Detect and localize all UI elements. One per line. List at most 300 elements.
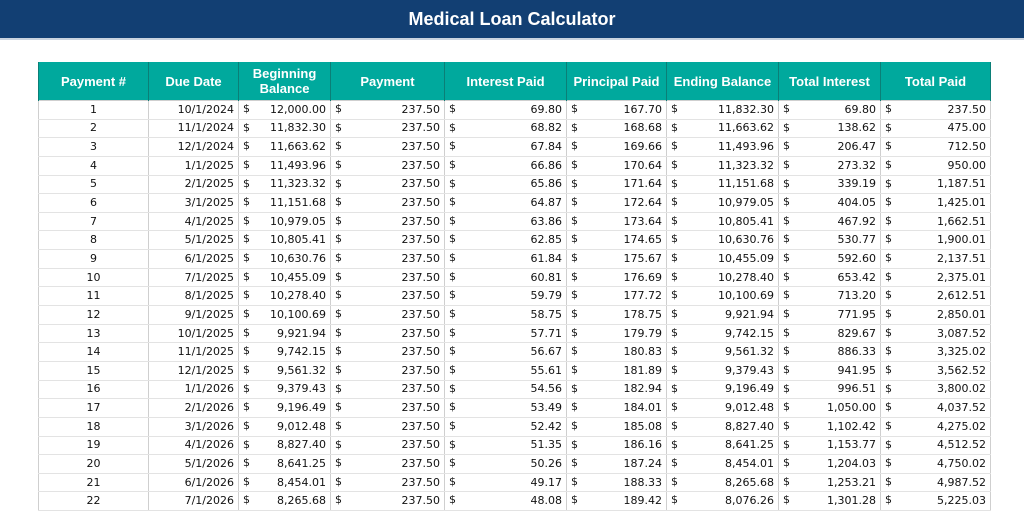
currency-symbol: $ [243,493,250,507]
cell-interest-paid[interactable] [445,250,567,269]
cell-payment-number[interactable]: 22 [39,492,149,511]
currency-symbol: $ [671,251,678,265]
cell-value: 237.50 [401,456,440,470]
cell-due-date[interactable]: 10/1/2024 [149,101,239,120]
cell-value: 10,630.76 [718,233,774,247]
cell-due-date[interactable]: 3/1/2026 [149,417,239,436]
currency-symbol: $ [783,288,790,302]
cell-beginning-balance[interactable] [239,119,331,138]
cell-ending-balance[interactable] [667,436,779,455]
cell-payment[interactable] [331,287,445,306]
cell-value: 8,076.26 [725,494,774,508]
currency-symbol: $ [783,307,790,321]
header-row [39,62,991,101]
table-body [39,101,991,511]
cell-value: 8,265.68 [725,475,774,489]
cell-payment[interactable] [331,250,445,269]
cell-principal-paid[interactable] [567,287,667,306]
column-header-principal-paid[interactable]: Principal Paid [567,62,667,101]
currency-symbol: $ [449,157,456,171]
cell-value: 8,641.25 [277,456,326,470]
cell-value: 713.20 [837,289,876,303]
cell-principal-paid[interactable] [567,212,667,231]
cell-payment[interactable] [331,473,445,492]
cell-value: 475.00 [947,121,986,135]
currency-symbol: $ [671,493,678,507]
cell-payment-number[interactable]: 12 [39,306,149,325]
cell-due-date[interactable]: 3/1/2025 [149,194,239,213]
cell-value: 1,301.28 [827,494,876,508]
table-row [39,436,991,455]
cell-total-interest[interactable] [779,212,881,231]
column-header-ending-balance[interactable]: Ending Balance [667,62,779,101]
cell-principal-paid[interactable] [567,436,667,455]
cell-payment[interactable] [331,119,445,138]
currency-symbol: $ [243,456,250,470]
cell-principal-paid[interactable] [567,455,667,474]
cell-interest-paid[interactable] [445,194,567,213]
cell-total-paid[interactable] [881,194,991,213]
cell-value: 1,253.21 [827,475,876,489]
cell-ending-balance[interactable] [667,101,779,120]
cell-interest-paid[interactable] [445,212,567,231]
cell-value: 237.50 [401,326,440,340]
cell-value: 66.86 [530,158,562,172]
cell-interest-paid[interactable] [445,399,567,418]
cell-principal-paid[interactable] [567,492,667,511]
cell-interest-paid[interactable] [445,287,567,306]
cell-payment-number[interactable]: 20 [39,455,149,474]
cell-principal-paid[interactable] [567,306,667,325]
cell-principal-paid[interactable] [567,250,667,269]
cell-total-paid[interactable] [881,119,991,138]
cell-beginning-balance[interactable] [239,306,331,325]
cell-total-interest[interactable] [779,250,881,269]
currency-symbol: $ [783,139,790,153]
cell-due-date[interactable]: 10/1/2025 [149,324,239,343]
cell-beginning-balance[interactable] [239,138,331,157]
cell-payment[interactable] [331,194,445,213]
cell-value: 9,012.48 [725,401,774,415]
currency-symbol: $ [335,120,342,134]
cell-total-interest[interactable] [779,306,881,325]
cell-ending-balance[interactable] [667,156,779,175]
currency-symbol: $ [885,493,892,507]
cell-payment-number[interactable]: 10 [39,268,149,287]
cell-value: 2,375.01 [937,270,986,284]
cell-value: 1,102.42 [827,419,876,433]
column-header-interest-paid[interactable]: Interest Paid [445,62,567,101]
cell-beginning-balance[interactable] [239,343,331,362]
cell-ending-balance[interactable] [667,212,779,231]
cell-value: 8,827.40 [277,438,326,452]
cell-ending-balance[interactable] [667,268,779,287]
cell-value: 11,832.30 [270,121,326,135]
cell-total-paid[interactable] [881,306,991,325]
cell-ending-balance[interactable] [667,343,779,362]
cell-total-paid[interactable] [881,287,991,306]
cell-payment-number[interactable]: 2 [39,119,149,138]
cell-ending-balance[interactable] [667,194,779,213]
cell-value: 237.50 [401,270,440,284]
cell-principal-paid[interactable] [567,399,667,418]
cell-beginning-balance[interactable] [239,455,331,474]
cell-total-paid[interactable] [881,138,991,157]
currency-symbol: $ [671,437,678,451]
cell-principal-paid[interactable] [567,473,667,492]
cell-total-paid[interactable] [881,361,991,380]
cell-due-date[interactable]: 9/1/2025 [149,306,239,325]
cell-principal-paid[interactable] [567,361,667,380]
cell-value: 69.80 [844,102,876,116]
cell-due-date[interactable]: 11/1/2025 [149,343,239,362]
currency-symbol: $ [885,437,892,451]
cell-interest-paid[interactable] [445,492,567,511]
cell-ending-balance[interactable] [667,417,779,436]
cell-payment[interactable] [331,268,445,287]
cell-due-date[interactable]: 1/1/2026 [149,380,239,399]
cell-payment-number[interactable]: 15 [39,361,149,380]
cell-payment-number[interactable]: 17 [39,399,149,418]
currency-symbol: $ [335,400,342,414]
cell-payment-number[interactable]: 8 [39,231,149,250]
cell-payment[interactable] [331,492,445,511]
currency-symbol: $ [885,288,892,302]
cell-due-date[interactable]: 7/1/2025 [149,268,239,287]
cell-due-date[interactable]: 2/1/2025 [149,175,239,194]
cell-total-interest[interactable] [779,380,881,399]
cell-value: 10,979.05 [718,196,774,210]
cell-total-paid[interactable] [881,324,991,343]
cell-ending-balance[interactable] [667,175,779,194]
cell-payment-number[interactable]: 4 [39,156,149,175]
cell-due-date[interactable]: 7/1/2026 [149,492,239,511]
amortization-table [38,62,991,511]
cell-total-interest[interactable] [779,268,881,287]
cell-payment[interactable] [331,324,445,343]
cell-total-interest[interactable] [779,436,881,455]
cell-total-paid[interactable] [881,455,991,474]
cell-value: 1,900.01 [937,233,986,247]
cell-value: 4,512.52 [937,438,986,452]
cell-total-paid[interactable] [881,343,991,362]
cell-total-interest[interactable] [779,138,881,157]
column-header-payment-number[interactable]: Payment # [39,62,149,101]
cell-beginning-balance[interactable] [239,268,331,287]
cell-ending-balance[interactable] [667,361,779,380]
cell-total-interest[interactable] [779,194,881,213]
cell-ending-balance[interactable] [667,324,779,343]
column-header-payment[interactable]: Payment [331,62,445,101]
cell-payment-number[interactable]: 5 [39,175,149,194]
cell-value: 8,827.40 [725,419,774,433]
cell-total-interest[interactable] [779,361,881,380]
currency-symbol: $ [783,493,790,507]
cell-total-paid[interactable] [881,156,991,175]
cell-total-interest[interactable] [779,101,881,120]
cell-beginning-balance[interactable] [239,101,331,120]
cell-total-interest[interactable] [779,343,881,362]
currency-symbol: $ [449,325,456,339]
cell-due-date[interactable]: 6/1/2026 [149,473,239,492]
cell-value: 11,493.96 [270,158,326,172]
cell-interest-paid[interactable] [445,361,567,380]
cell-value: 11,151.68 [718,177,774,191]
cell-due-date[interactable]: 4/1/2025 [149,212,239,231]
cell-beginning-balance[interactable] [239,231,331,250]
cell-total-interest[interactable] [779,473,881,492]
cell-payment-number[interactable]: 6 [39,194,149,213]
cell-principal-paid[interactable] [567,101,667,120]
cell-ending-balance[interactable] [667,231,779,250]
cell-value: 237.50 [401,102,440,116]
cell-total-interest[interactable] [779,231,881,250]
cell-beginning-balance[interactable] [239,399,331,418]
cell-payment[interactable] [331,417,445,436]
cell-beginning-balance[interactable] [239,212,331,231]
cell-principal-paid[interactable] [567,268,667,287]
cell-value: 53.49 [530,401,562,415]
cell-payment[interactable] [331,101,445,120]
cell-beginning-balance[interactable] [239,492,331,511]
cell-total-paid[interactable] [881,492,991,511]
cell-total-interest[interactable] [779,417,881,436]
cell-payment-number[interactable]: 16 [39,380,149,399]
cell-value: 886.33 [837,345,876,359]
cell-payment-number[interactable]: 3 [39,138,149,157]
column-header-due-date[interactable]: Due Date [149,62,239,101]
cell-payment[interactable] [331,156,445,175]
cell-value: 10,805.41 [270,233,326,247]
cell-value: 237.50 [401,363,440,377]
cell-beginning-balance[interactable] [239,473,331,492]
currency-symbol: $ [243,325,250,339]
cell-payment[interactable] [331,231,445,250]
cell-interest-paid[interactable] [445,306,567,325]
cell-value: 48.08 [530,494,562,508]
cell-principal-paid[interactable] [567,194,667,213]
cell-interest-paid[interactable] [445,175,567,194]
cell-total-paid[interactable] [881,268,991,287]
cell-total-interest[interactable] [779,287,881,306]
cell-total-paid[interactable] [881,175,991,194]
currency-symbol: $ [335,213,342,227]
cell-interest-paid[interactable] [445,156,567,175]
cell-beginning-balance[interactable] [239,156,331,175]
cell-interest-paid[interactable] [445,436,567,455]
cell-payment[interactable] [331,343,445,362]
cell-value: 11,151.68 [270,196,326,210]
cell-value: 186.16 [623,438,662,452]
currency-symbol: $ [243,288,250,302]
currency-symbol: $ [885,195,892,209]
cell-value: 177.72 [623,289,662,303]
cell-value: 3,562.52 [937,363,986,377]
cell-ending-balance[interactable] [667,250,779,269]
cell-beginning-balance[interactable] [239,361,331,380]
cell-payment-number[interactable]: 7 [39,212,149,231]
cell-principal-paid[interactable] [567,380,667,399]
cell-total-paid[interactable] [881,399,991,418]
column-header-total-interest[interactable]: Total Interest [779,62,881,101]
cell-ending-balance[interactable] [667,399,779,418]
cell-due-date[interactable]: 1/1/2025 [149,156,239,175]
currency-symbol: $ [783,232,790,246]
column-header-total-paid[interactable]: Total Paid [881,62,991,101]
cell-total-paid[interactable] [881,417,991,436]
cell-value: 173.64 [623,214,662,228]
cell-due-date[interactable]: 12/1/2025 [149,361,239,380]
cell-beginning-balance[interactable] [239,287,331,306]
cell-interest-paid[interactable] [445,231,567,250]
cell-payment[interactable] [331,361,445,380]
cell-total-interest[interactable] [779,175,881,194]
cell-beginning-balance[interactable] [239,324,331,343]
cell-ending-balance[interactable] [667,455,779,474]
currency-symbol: $ [571,307,578,321]
currency-symbol: $ [571,139,578,153]
cell-payment-number[interactable]: 13 [39,324,149,343]
cell-total-paid[interactable] [881,212,991,231]
cell-due-date[interactable]: 11/1/2024 [149,119,239,138]
cell-principal-paid[interactable] [567,324,667,343]
cell-value: 237.50 [401,419,440,433]
cell-interest-paid[interactable] [445,268,567,287]
cell-interest-paid[interactable] [445,343,567,362]
cell-principal-paid[interactable] [567,175,667,194]
cell-beginning-balance[interactable] [239,436,331,455]
cell-principal-paid[interactable] [567,231,667,250]
cell-due-date[interactable]: 12/1/2024 [149,138,239,157]
currency-symbol: $ [571,288,578,302]
cell-value: 9,742.15 [725,326,774,340]
cell-interest-paid[interactable] [445,473,567,492]
currency-symbol: $ [571,176,578,190]
cell-interest-paid[interactable] [445,417,567,436]
cell-total-interest[interactable] [779,455,881,474]
currency-symbol: $ [885,307,892,321]
cell-ending-balance[interactable] [667,138,779,157]
cell-value: 55.61 [530,363,562,377]
cell-value: 237.50 [401,401,440,415]
currency-symbol: $ [335,325,342,339]
currency-symbol: $ [571,120,578,134]
cell-due-date[interactable]: 5/1/2026 [149,455,239,474]
cell-due-date[interactable]: 2/1/2026 [149,399,239,418]
cell-principal-paid[interactable] [567,119,667,138]
currency-symbol: $ [783,176,790,190]
cell-principal-paid[interactable] [567,343,667,362]
cell-total-paid[interactable] [881,380,991,399]
cell-value: 50.26 [530,456,562,470]
cell-payment-number[interactable]: 1 [39,101,149,120]
cell-payment[interactable] [331,212,445,231]
table-row [39,380,991,399]
table-row [39,324,991,343]
cell-total-interest[interactable] [779,399,881,418]
cell-value: 592.60 [837,251,876,265]
cell-total-paid[interactable] [881,436,991,455]
cell-interest-paid[interactable] [445,138,567,157]
cell-total-paid[interactable] [881,231,991,250]
cell-due-date[interactable]: 5/1/2025 [149,231,239,250]
cell-payment[interactable] [331,306,445,325]
cell-ending-balance[interactable] [667,119,779,138]
cell-total-interest[interactable] [779,324,881,343]
column-header-beginning-balance[interactable]: Beginning Balance [239,62,331,101]
cell-value: 178.75 [623,307,662,321]
cell-payment-number[interactable]: 11 [39,287,149,306]
cell-total-interest[interactable] [779,119,881,138]
currency-symbol: $ [449,251,456,265]
cell-ending-balance[interactable] [667,306,779,325]
cell-payment[interactable] [331,175,445,194]
cell-value: 10,100.69 [718,289,774,303]
cell-value: 62.85 [530,233,562,247]
cell-value: 10,455.09 [270,270,326,284]
cell-due-date[interactable]: 6/1/2025 [149,250,239,269]
cell-value: 172.64 [623,196,662,210]
cell-total-interest[interactable] [779,492,881,511]
cell-beginning-balance[interactable] [239,250,331,269]
cell-interest-paid[interactable] [445,101,567,120]
cell-total-paid[interactable] [881,473,991,492]
cell-payment[interactable] [331,399,445,418]
cell-beginning-balance[interactable] [239,380,331,399]
currency-symbol: $ [783,437,790,451]
cell-ending-balance[interactable] [667,473,779,492]
cell-ending-balance[interactable] [667,380,779,399]
cell-interest-paid[interactable] [445,119,567,138]
cell-ending-balance[interactable] [667,287,779,306]
cell-value: 10,630.76 [270,251,326,265]
currency-symbol: $ [335,157,342,171]
currency-symbol: $ [449,493,456,507]
cell-payment[interactable] [331,138,445,157]
cell-value: 69.80 [530,102,562,116]
currency-symbol: $ [885,474,892,488]
table-row [39,212,991,231]
cell-payment[interactable] [331,455,445,474]
table-row [39,361,991,380]
cell-total-paid[interactable] [881,101,991,120]
cell-payment-number[interactable]: 19 [39,436,149,455]
cell-payment-number[interactable]: 21 [39,473,149,492]
cell-principal-paid[interactable] [567,138,667,157]
cell-due-date[interactable]: 8/1/2025 [149,287,239,306]
cell-beginning-balance[interactable] [239,417,331,436]
cell-ending-balance[interactable] [667,492,779,511]
cell-beginning-balance[interactable] [239,175,331,194]
title-bar [0,0,1024,40]
table-row [39,101,991,120]
cell-payment-number[interactable]: 14 [39,343,149,362]
cell-total-interest[interactable] [779,156,881,175]
cell-principal-paid[interactable] [567,417,667,436]
cell-interest-paid[interactable] [445,380,567,399]
currency-symbol: $ [885,362,892,376]
cell-payment-number[interactable]: 9 [39,250,149,269]
cell-interest-paid[interactable] [445,324,567,343]
cell-interest-paid[interactable] [445,455,567,474]
cell-payment[interactable] [331,380,445,399]
cell-principal-paid[interactable] [567,156,667,175]
cell-total-paid[interactable] [881,250,991,269]
cell-payment[interactable] [331,436,445,455]
cell-due-date[interactable]: 4/1/2026 [149,436,239,455]
cell-payment-number[interactable]: 18 [39,417,149,436]
cell-beginning-balance[interactable] [239,194,331,213]
